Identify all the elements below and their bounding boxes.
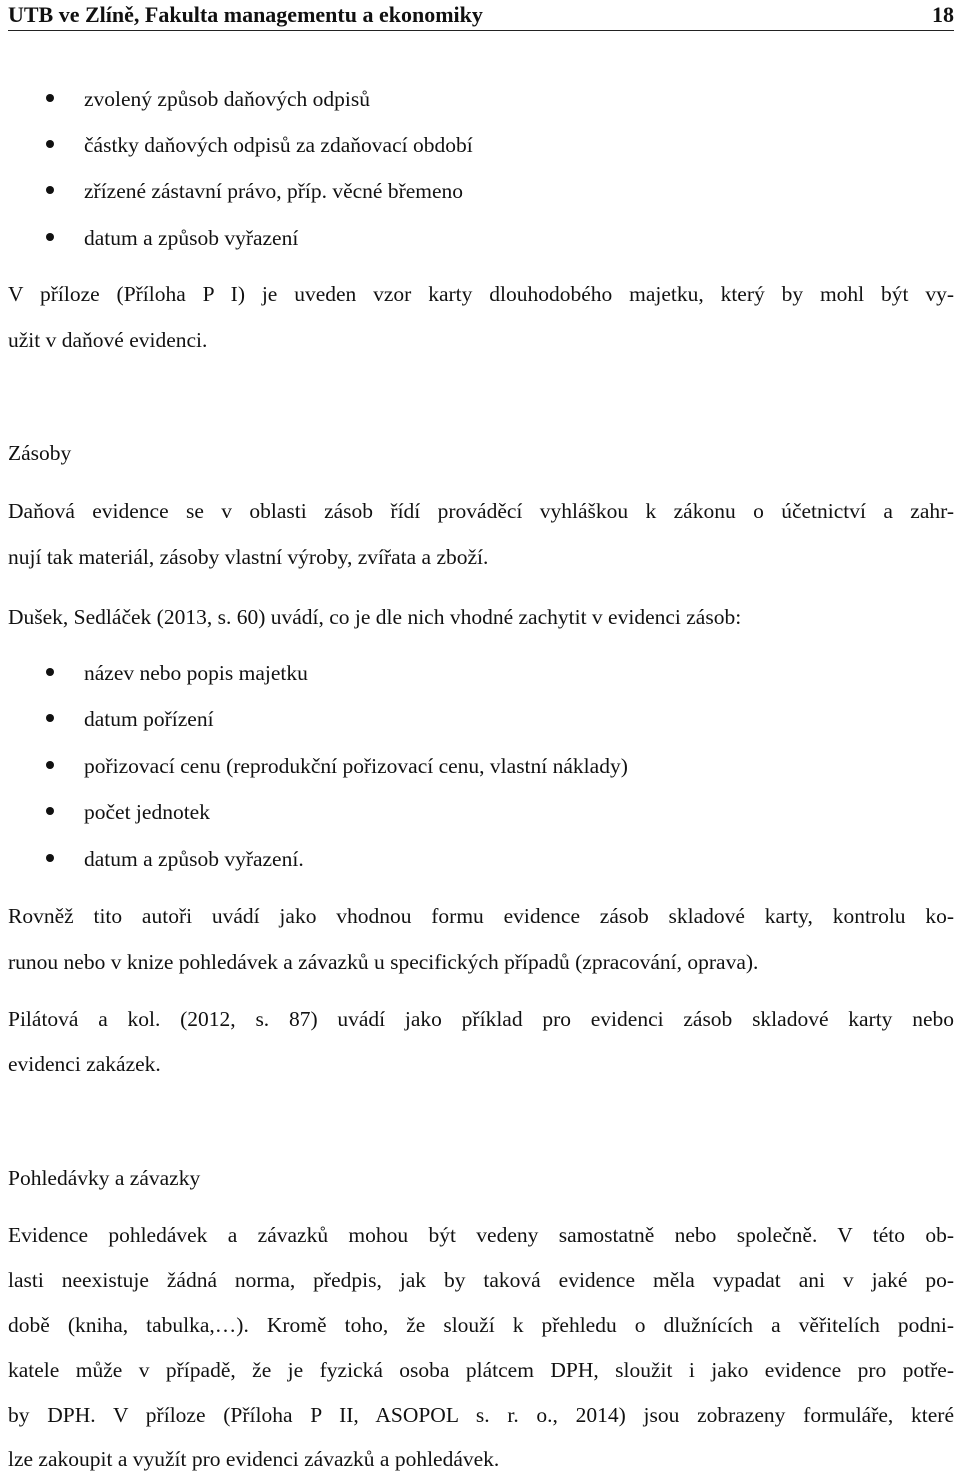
paragraph-line: lasti neexistuje žádná norma, předpis, jak by taková evidence měla vypadat ani v jaké po- xyxy=(8,1268,954,1292)
paragraph-line: Dušek, Sedláček (2013, s. 60) uvádí, co je dle nich vhodné zachytit v evidenci zásob: xyxy=(8,605,742,629)
bullet-icon xyxy=(46,854,54,862)
bullet-icon xyxy=(46,807,54,815)
paragraph-line: době (kniha, tabulka,…). Kromě toho, že slouží k přehledu o dlužnících a věřitelích podni- xyxy=(8,1313,954,1337)
bullet-icon xyxy=(46,140,54,148)
list-item: částky daňových odpisů za zdaňovací období xyxy=(84,133,473,157)
paragraph-line: Pilátová a kol. (2012, s. 87) uvádí jako příklad pro evidenci zásob skladové karty nebo xyxy=(8,1007,954,1031)
paragraph-line: užit v daňové evidenci. xyxy=(8,328,208,352)
page-number: 18 xyxy=(932,2,954,27)
bullet-icon xyxy=(46,761,54,769)
bullet-icon xyxy=(46,233,54,241)
list-item: datum pořízení xyxy=(84,707,214,731)
bullet-icon xyxy=(46,714,54,722)
list-item: pořizovací cenu (reprodukční pořizovací cenu, vlastní náklady) xyxy=(84,754,628,778)
bullet-icon xyxy=(46,94,54,102)
bullet-icon xyxy=(46,186,54,194)
list-item: datum a způsob vyřazení. xyxy=(84,847,304,871)
list-item: počet jednotek xyxy=(84,800,210,824)
list-item: zvolený způsob daňových odpisů xyxy=(84,87,371,111)
header-title: UTB ve Zlíně, Fakulta managementu a ekonomiky xyxy=(8,2,483,27)
paragraph-line: by DPH. V příloze (Příloha P II, ASOPOL s. r. o., 2014) jsou zobrazeny formuláře, které xyxy=(8,1403,954,1427)
paragraph-line: Daňová evidence se v oblasti zásob řídí prováděcí vyhláškou k zákonu o účetnictví a zahr- xyxy=(8,499,954,523)
section-heading-zasoby: Zásoby xyxy=(8,441,72,465)
section-heading-pohledavky: Pohledávky a závazky xyxy=(8,1166,201,1190)
paragraph-line: katele může v případě, že je fyzická osoba plátcem DPH, sloužit i jako evidence pro potře- xyxy=(8,1358,954,1382)
paragraph-line: evidenci zakázek. xyxy=(8,1052,161,1076)
paragraph-line: Evidence pohledávek a závazků mohou být vedeny samostatně nebo společně. V této ob- xyxy=(8,1223,954,1247)
paragraph-line: lze zakoupit a využít pro evidenci závazků a pohledávek. xyxy=(8,1447,500,1471)
page-header xyxy=(8,0,954,31)
bullet-icon xyxy=(46,668,54,676)
paragraph-line: Rovněž tito autoři uvádí jako vhodnou formu evidence zásob skladové karty, kontrolu ko- xyxy=(8,904,954,928)
paragraph-line: runou nebo v knize pohledávek a závazků u specifických případů (zpracování, oprava). xyxy=(8,950,759,974)
paragraph-line: nují tak materiál, zásoby vlastní výroby, zvířata a zboží. xyxy=(8,545,489,569)
list-item: datum a způsob vyřazení xyxy=(84,226,299,250)
list-item: zřízené zástavní právo, příp. věcné břemeno xyxy=(84,179,464,203)
paragraph-line: V příloze (Příloha P I) je uveden vzor karty dlouhodobého majetku, který by mohl být vy- xyxy=(8,282,954,306)
list-item: název nebo popis majetku xyxy=(84,661,308,685)
